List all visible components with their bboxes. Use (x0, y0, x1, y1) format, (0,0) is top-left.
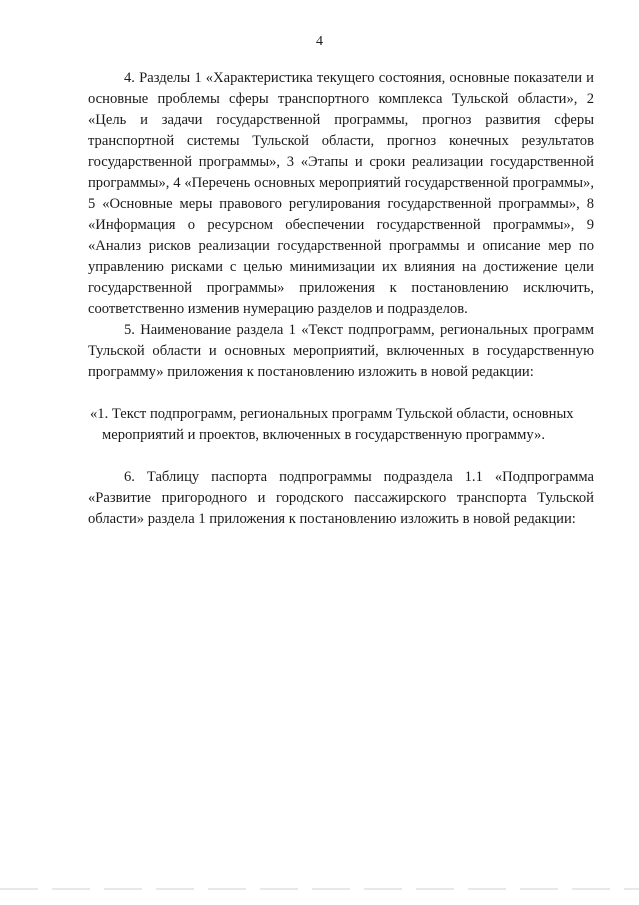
paragraph-5: 5. Наименование раздела 1 «Текст подпрограмм, региональных программ Тульской области и основных мероприятий, включенных в государственную программу» приложения к постановлению изложить в новой редакции: (88, 322, 594, 380)
quoted-title-line-2: мероприятий и проектов, включенных в государственную программу». (102, 427, 545, 443)
quoted-section-title (88, 404, 594, 446)
paragraph-6: 6. Таблицу паспорта подпрограммы подраздела 1.1 «Подпрограмма «Развитие пригородного и городского пассажирского транспорта Тульской области» раздела 1 приложения к постановлению изложить в новой редакции: (88, 469, 594, 527)
page-number: 4 (316, 34, 323, 49)
paragraph-4: 4. Разделы 1 «Характеристика текущего состояния, основные показатели и основные проблемы сферы транспортного комплекса Тульской области», 2 «Цель и задачи государственной программы, прогноз развития сферы транспортной системы Тульской области, прогноз конечных результатов государственной программы», 3 «Этапы и сроки реализации государственной программы», 4 «Перечень основных мероприятий государственной программы», 5 «Основные меры правового регулирования государственной программы», 8 «Информация о ресурсном обеспечении государственной программы», 9 «Анализ рисков реализации государственной программы и описание мер по управлению рисками с целью минимизации их влияния на достижение цели государственной программы» приложения к постановлению исключить, соответственно изменив нумерацию разделов и подразделов. (88, 70, 594, 317)
quoted-title-line-1: «1. Текст подпрограмм, региональных программ Тульской области, основных (90, 406, 574, 422)
document-body (88, 68, 594, 530)
scan-artifact-line (0, 888, 639, 890)
